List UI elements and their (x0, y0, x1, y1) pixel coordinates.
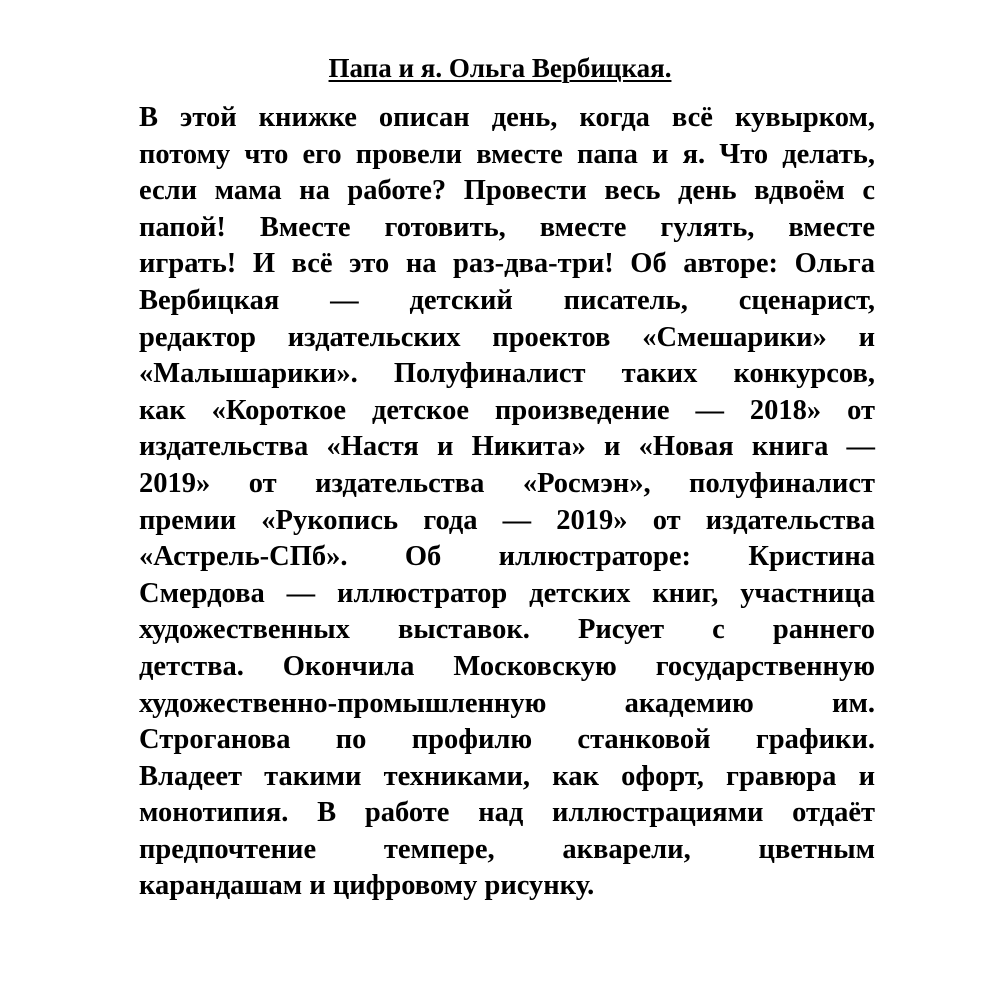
text-line: Смердова — иллюстратор детских книг, участница (139, 577, 875, 609)
text-line: как «Короткое детское произведение — 2018» от (139, 394, 875, 426)
text-line: художественно-промышленную академию им. (139, 687, 875, 719)
text-line: художественных выставок. Рисует с раннего (139, 614, 875, 646)
text-line: папой! Вместе готовить, вместе гулять, вместе (139, 211, 875, 243)
page-title: Папа и я. Ольга Вербицкая. (328, 53, 672, 83)
text-line: издательства «Настя и Никита» и «Новая книга — (139, 431, 875, 463)
text-line: карандашам и цифровому рисунку. (139, 870, 595, 902)
text-line: премии «Рукопись года — 2019» от издательства (139, 504, 875, 536)
text-line: если мама на работе? Провести весь день вдвоём с (139, 175, 875, 207)
text-line: Строганова по профилю станковой графики. (139, 724, 875, 756)
text-line: «Малышарики». Полуфиналист таких конкурсов, (139, 358, 875, 390)
text-line: 2019» от издательства «Росмэн», полуфиналист (139, 467, 875, 499)
text-line: Владеет такими техниками, как офорт, гравюра и (139, 760, 875, 792)
text-line: монотипия. В работе над иллюстрациями отдаёт (139, 797, 875, 829)
description-paragraph (139, 100, 875, 905)
text-line: предпочтение темпере, акварели, цветным (139, 833, 875, 865)
text-line: Вербицкая — детский писатель, сценарист, (139, 284, 875, 316)
text-line: «Астрель-СПб». Об иллюстраторе: Кристина (139, 541, 875, 573)
text-line: играть! И всё это на раз-два-три! Об авторе: Ольга (139, 248, 875, 280)
text-line: детства. Окончила Московскую государственную (139, 650, 875, 682)
text-line: потому что его провели вместе папа и я. Что делать, (139, 138, 875, 170)
text-line: В этой книжке описан день, когда всё кувырком, (139, 102, 875, 133)
text-line: редактор издательских проектов «Смешарики» и (139, 321, 875, 353)
